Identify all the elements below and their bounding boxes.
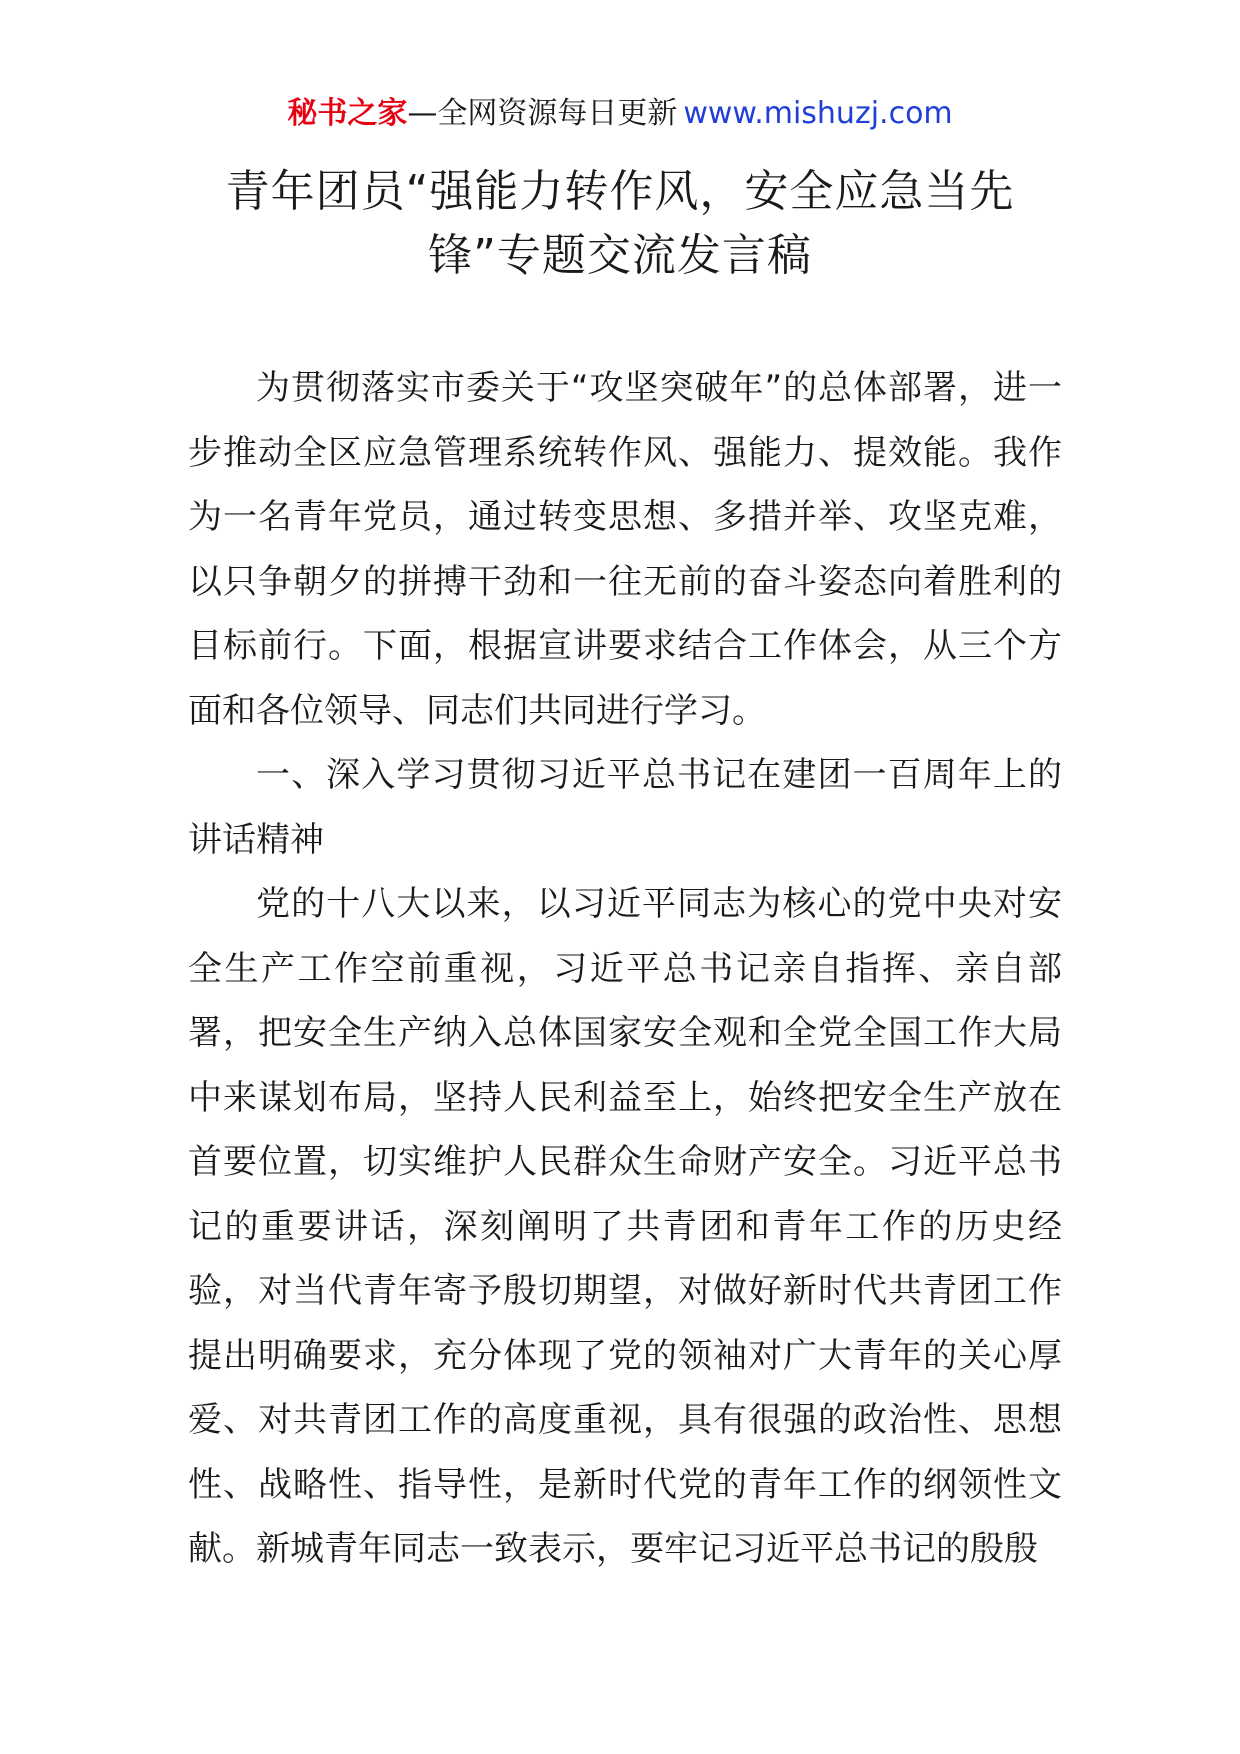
brand-name: 秘书之家: [287, 96, 408, 131]
document-title: 青年团员“强能力转作风，安全应急当先锋”专题交流发言稿: [225, 166, 1015, 281]
paragraph-intro: 为贯彻落实市委关于“攻坚突破年”的总体部署，进一步推动全区应急管理系统转作风、强能力、提效能。我作为一名青年党员，通过转变思想、多措并举、攻坚克难，以只争朝夕的拼搏干劲和一往无前的奋斗姿态向着胜利的目标前行。下面，根据宣讲要求结合工作体会，从三个方面和各位领导、同志们共同进行学习。: [188, 368, 1062, 731]
section-heading-1: 一、深入学习贯彻习近平总书记在建团一百周年上的讲话精神: [188, 755, 1062, 860]
paragraph-section-1: 党的十八大以来，以习近平同志为核心的党中央对安全生产工作空前重视，习近平总书记亲自指挥、亲自部署，把安全生产纳入总体国家安全观和全党全国工作大局中来谋划布局，坚持人民利益至上，始终把安全生产放在首要位置，切实维护人民群众生命财产安全。习近平总书记的重要讲话，深刻阐明了共青团和青年工作的历史经验，对当代青年寄予殷切期望，对做好新时代共青团工作提出明确要求，充分体现了党的领袖对广大青年的关心厚爱、对共青团工作的高度重视，具有很强的政治性、思想性、战略性、指导性，是新时代党的青年工作的纲领性文献。新城青年同志一致表示，要牢记习近平总书记的殷殷: [188, 884, 1062, 1569]
site-header: [0, 94, 1240, 134]
document-body: [188, 356, 1062, 1582]
site-tagline: —全网资源每日更新: [407, 96, 678, 131]
site-url-link[interactable]: www.mishuzj.com: [683, 96, 953, 131]
